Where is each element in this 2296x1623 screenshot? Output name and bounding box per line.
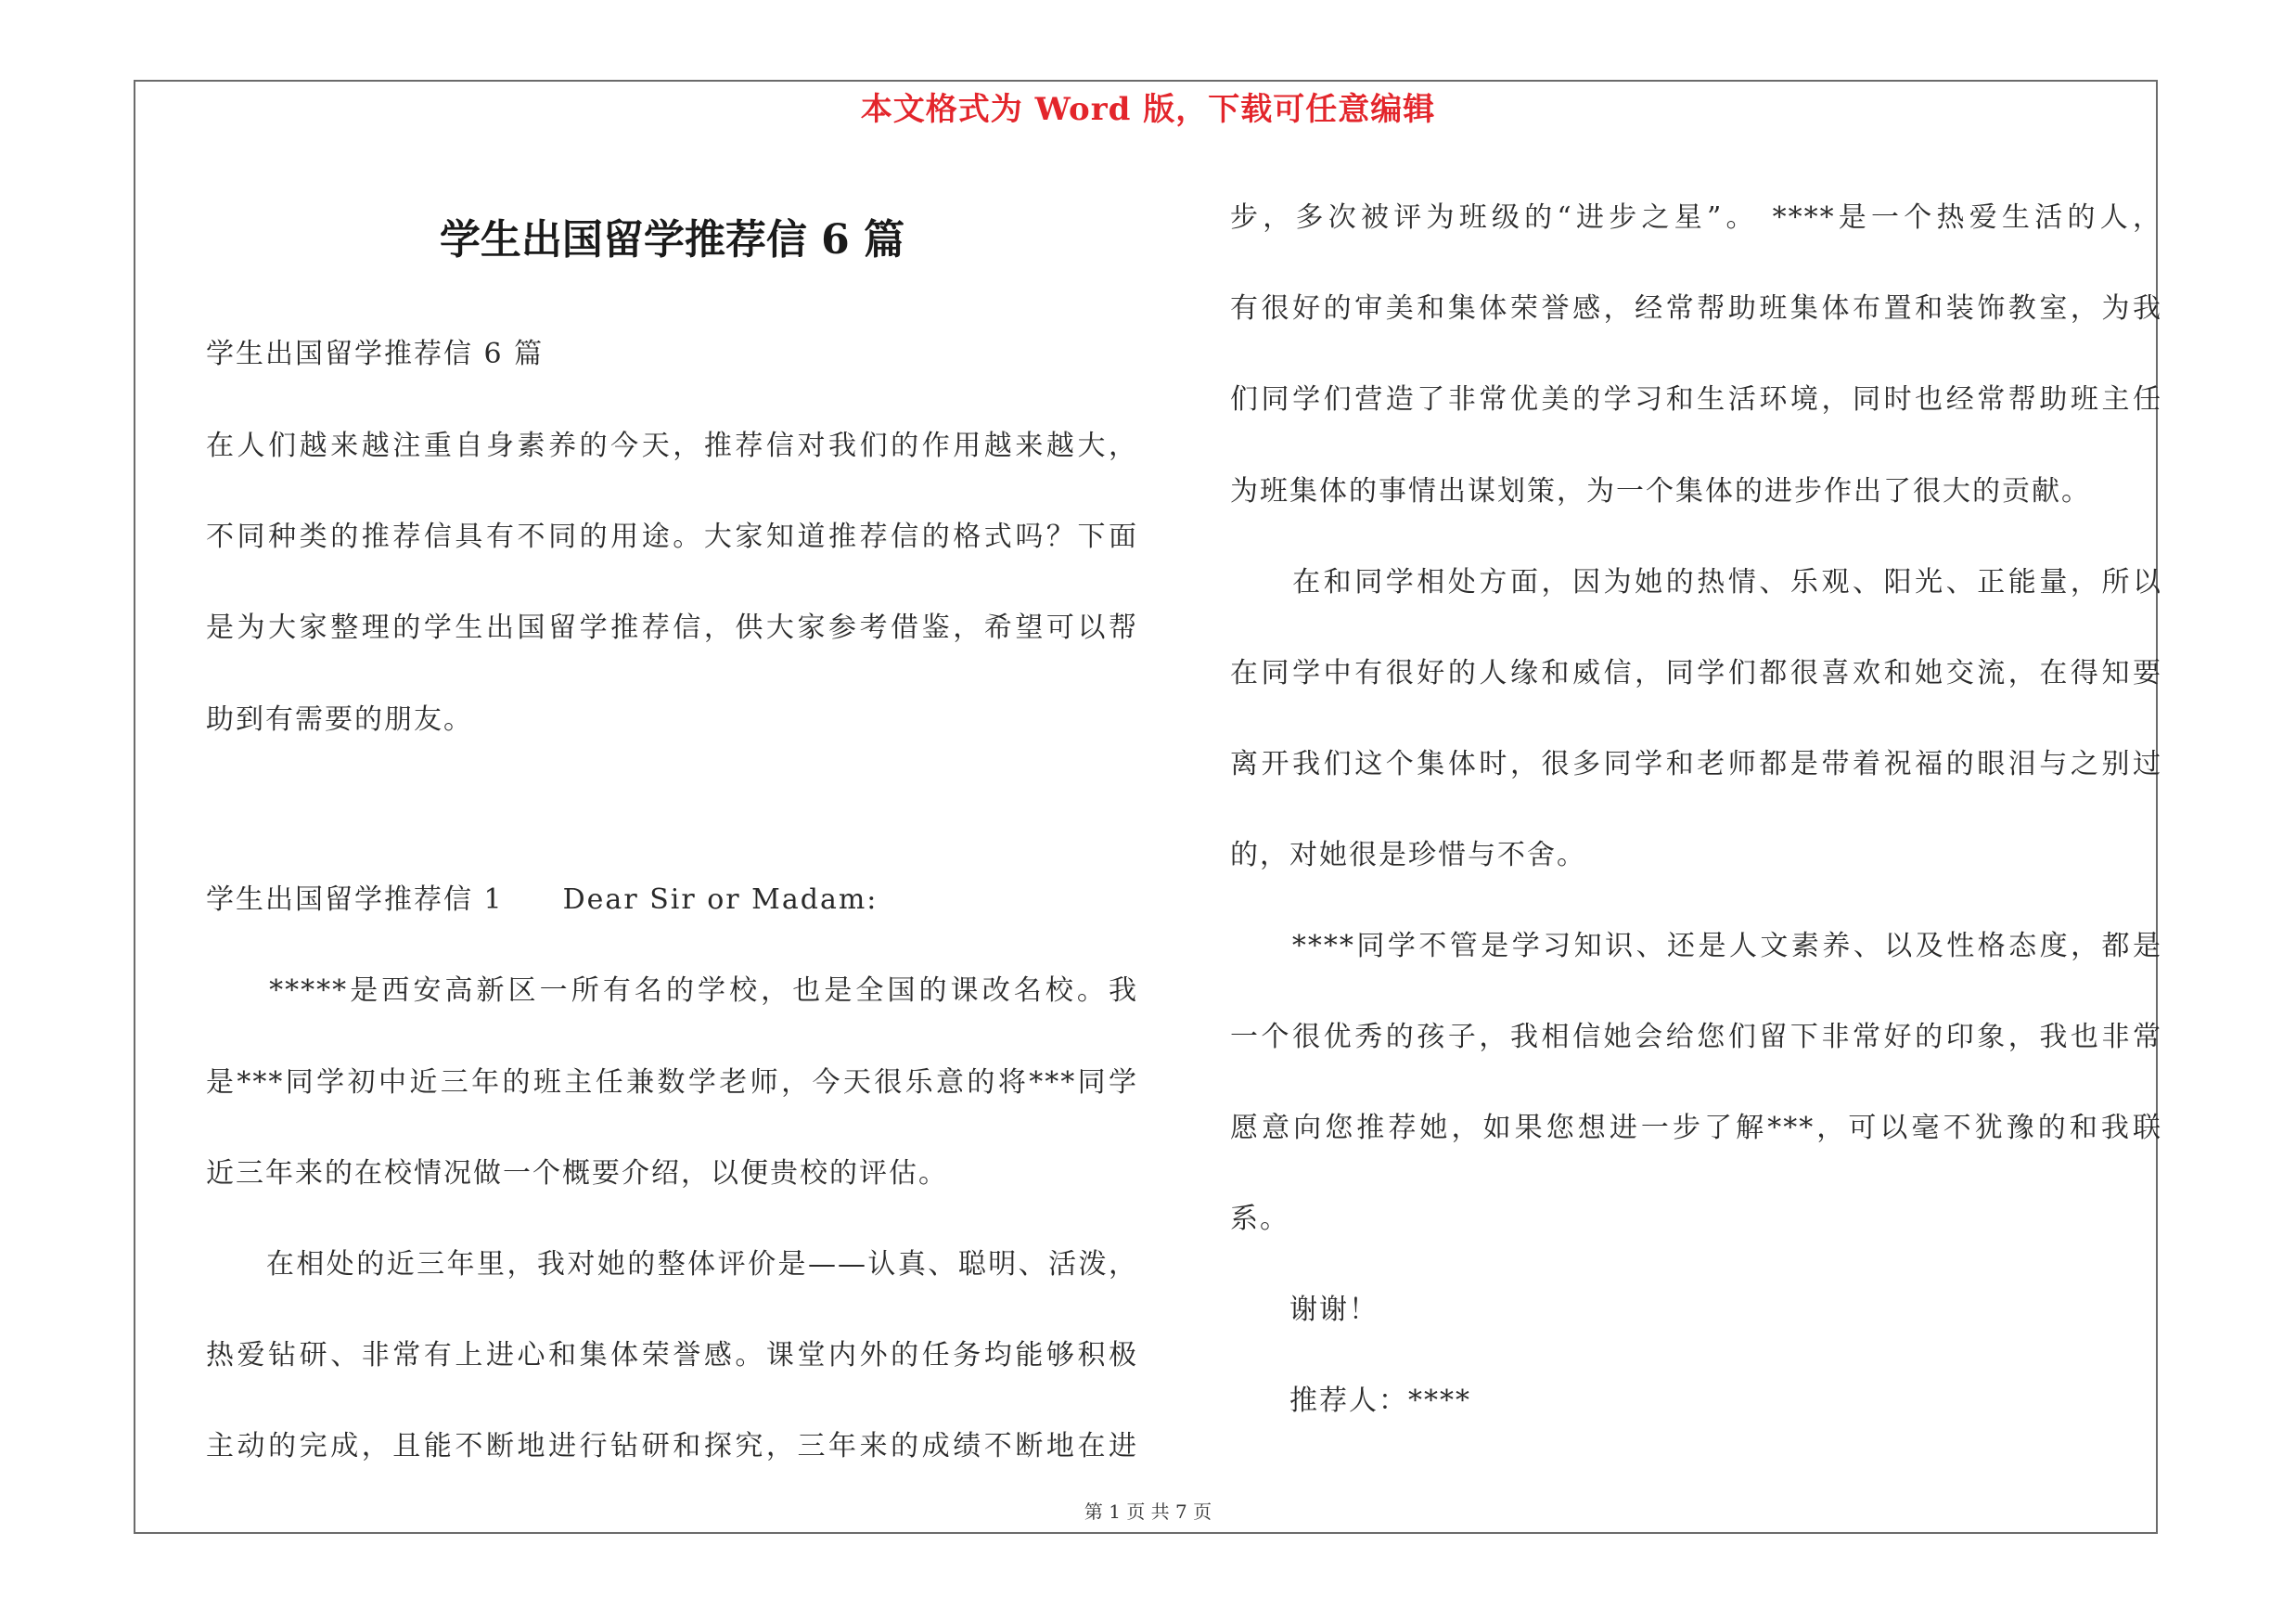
text-line: 是***同学初中近三年的班主任兼数学老师，今天很乐意的将***同学 (206, 1066, 1138, 1099)
text-line: 愿意向您推荐她，如果您想进一步了解***，可以毫不犹豫的和我联 (1230, 1112, 2162, 1144)
text-line: 步，多次被评为班级的“进步之星”。 ****是一个热爱生活的人， (1230, 201, 2162, 234)
text-line: 为班集体的事情出谋划策，为一个集体的进步作出了很大的贡献。 (1230, 475, 2091, 508)
text-line: 在同学中有很好的人缘和威信，同学们都很喜欢和她交流，在得知要 (1230, 657, 2162, 689)
section-heading: 学生出国留学推荐信 1 Dear Sir or Madam: (206, 883, 879, 916)
closing-thanks: 谢谢！ (1230, 1294, 1379, 1326)
subtitle-line: 学生出国留学推荐信 6 篇 (206, 338, 545, 370)
text-line: 不同种类的推荐信具有不同的用途。大家知道推荐信的格式吗？下面 (206, 521, 1138, 553)
text-line: 系。 (1230, 1203, 1289, 1235)
text-line: 在人们越来越注重自身素养的今天，推荐信对我们的作用越来越大， (206, 430, 1138, 462)
text-line: 有很好的审美和集体荣誉感，经常帮助班集体布置和装饰教室，为我 (1230, 292, 2162, 325)
document-title: 学生出国留学推荐信 6 篇 (439, 216, 905, 264)
text-line: 主动的完成，且能不断地进行钻研和探究，三年来的成绩不断地在进 (206, 1430, 1138, 1462)
text-line: 助到有需要的朋友。 (206, 703, 473, 736)
text-line: 是为大家整理的学生出国留学推荐信，供大家参考借鉴，希望可以帮 (206, 612, 1138, 644)
text-line: 在和同学相处方面，因为她的热情、乐观、阳光、正能量，所以 (1230, 566, 2162, 599)
text-line: 一个很优秀的孩子，我相信她会给您们留下非常好的印象，我也非常 (1230, 1021, 2162, 1053)
text-line: 近三年来的在校情况做一个概要介绍，以便贵校的评估。 (206, 1157, 948, 1190)
text-line: *****是西安高新区一所有名的学校，也是全国的课改名校。我 (206, 974, 1138, 1007)
recommender-signature: 推荐人：**** (1230, 1385, 1471, 1417)
text-line: 离开我们这个集体时，很多同学和老师都是带着祝福的眼泪与之别过 (1230, 748, 2162, 780)
format-banner: 本文格式为 Word 版，下载可任意编辑 (860, 91, 1436, 128)
page-number-footer: 第 1 页 共 7 页 (1084, 1501, 1212, 1523)
text-line: ****同学不管是学习知识、还是人文素养、以及性格态度，都是 (1230, 930, 2162, 962)
text-line: 们同学们营造了非常优美的学习和生活环境，同时也经常帮助班主任 (1230, 383, 2162, 416)
text-line: 的，对她很是珍惜与不舍。 (1230, 839, 1586, 871)
text-line: 在相处的近三年里，我对她的整体评价是——认真、聪明、活泼， (206, 1248, 1138, 1281)
text-line: 热爱钻研、非常有上进心和集体荣誉感。课堂内外的任务均能够积极 (206, 1339, 1138, 1372)
